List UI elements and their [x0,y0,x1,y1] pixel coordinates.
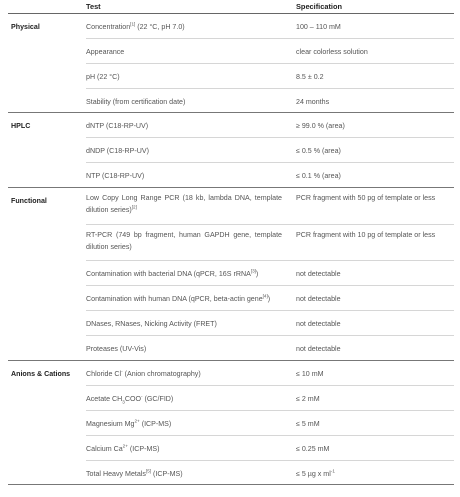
test-cell [86,418,282,430]
specification-cell [296,46,446,58]
specification-value: ≥ 99.0 % (area) [296,122,345,130]
test-method: (GC/FID) [142,395,174,403]
specification-cell [296,120,446,132]
specification-value: ≤ 0.25 mM [296,445,330,453]
specification-value: not detectable [296,320,341,328]
table-row [0,411,460,436]
test-cell [86,343,282,355]
specification-value: clear colorless solution [296,48,368,56]
test-name: Low Copy Long Range PCR (18 kb, lambda DNA, template dilution series) [86,194,282,214]
test-cell [86,96,282,108]
test-cell [86,293,282,305]
test-method: (22 °C, pH 7.0) [135,23,185,31]
test-name: dNTP (C18-RP-UV) [86,122,149,130]
test-method: (ICP-MS) [127,445,160,453]
specification-value: ≤ 5 µg x ml [296,470,331,478]
specification-cell [296,229,446,241]
specification-cell [296,393,446,405]
test-superscript: 2+ [122,443,128,449]
specification-value: 8.5 ± 0.2 [296,73,324,81]
test-superscript: [5] [145,468,152,474]
category-label: Functional [11,197,47,205]
table-row [0,14,460,39]
test-cell [86,170,282,182]
specification-cell [296,343,446,355]
test-cell [86,318,282,330]
specification-cell [296,71,446,83]
table-row [0,461,460,485]
specification-cell [296,170,446,182]
specification-value: ≤ 10 mM [296,370,324,378]
test-cell [86,46,282,58]
test-name: Contamination with human DNA (qPCR, beta-actin gene [86,295,263,303]
test-cell [86,393,282,405]
table-row [0,113,460,138]
specification-value: not detectable [296,295,341,303]
row-divider [8,484,454,485]
specification-value: ≤ 2 mM [296,395,320,403]
test-cell [86,468,282,480]
specification-cell [296,318,446,330]
test-name: pH (22 °C) [86,73,120,81]
table-row [0,138,460,163]
specification-value: not detectable [296,345,341,353]
table-row [0,261,460,286]
table-row [0,188,460,225]
test-cell [86,268,282,280]
table-row [0,386,460,411]
test-superscript: 2+ [134,418,140,424]
test-method: ) [255,270,259,278]
specification-cell [296,368,446,380]
test-name: Calcium Ca [86,445,123,453]
table-row [0,311,460,336]
test-name: RT-PCR (749 bp fragment, human GAPDH gene, template dilution series) [86,231,282,251]
test-superscript: [4] [262,293,268,299]
test-cell [86,145,282,157]
table-row [0,163,460,188]
test-cell [86,120,282,132]
specification-cell [296,145,446,157]
table-row [0,39,460,64]
test-name: DNases, RNases, Nicking Activity (FRET) [86,320,217,328]
specification-cell [296,21,446,33]
test-cell [86,21,282,33]
specification-value: PCR fragment with 10 pg of template or less [296,231,436,239]
table-row [0,286,460,311]
specification-column-header: Specification [296,2,342,11]
specification-value: 100 – 110 mM [296,23,341,31]
test-name: dNDP (C18-RP-UV) [86,147,149,155]
specification-value: ≤ 0.5 % (area) [296,147,341,155]
specification-cell [296,96,446,108]
test-name: Stability (from certification date) [86,98,186,106]
test-method: (Anion chromatography) [122,370,201,378]
test-name: Acetate CH [86,395,123,403]
table-row [0,64,460,89]
test-cell [86,192,282,216]
specification-value: ≤ 5 mM [296,420,320,428]
specification-cell [296,418,446,430]
category-label: HPLC [11,122,31,130]
specification-value: 24 months [296,98,330,106]
test-superscript: [2] [131,204,137,210]
test-method: (ICP-MS) [139,420,172,428]
specification-superscript: -1 [330,468,335,474]
specification-value: ≤ 0.1 % (area) [296,172,341,180]
test-name-continued: COO [124,395,142,403]
specification-value: PCR fragment with 50 pg of template or less [296,194,436,202]
test-superscript: [1] [130,21,136,27]
category-label: Physical [11,23,40,31]
table-row [0,225,460,261]
specification-cell [296,443,446,455]
test-method: (ICP-MS) [151,470,183,478]
test-superscript: - [141,393,143,399]
test-name: Proteases (UV-Vis) [86,345,147,353]
test-cell [86,443,282,455]
test-name: Total Heavy Metals [86,470,146,478]
test-method: ) [267,295,271,303]
table-row [0,336,460,361]
specification-value: not detectable [296,270,341,278]
test-cell [86,368,282,380]
test-superscript: - [121,368,123,374]
specification-cell [296,468,446,480]
test-superscript: [3] [250,268,256,274]
table-row [0,89,460,113]
category-label: Anions & Cations [11,370,71,378]
specification-cell [296,268,446,280]
test-name: Magnesium Mg [86,420,135,428]
test-cell [86,71,282,83]
test-cell [86,229,282,253]
test-name: NTP (C18-RP-UV) [86,172,145,180]
test-column-header: Test [86,2,101,11]
table-row [0,436,460,461]
test-name: Concentration [86,23,131,31]
test-name: Contamination with bacterial DNA (qPCR, 16S rRNA [86,270,251,278]
test-name: Chloride Cl [86,370,122,378]
test-name: Appearance [86,48,125,56]
test-subscript: 3 [122,399,125,405]
specification-cell [296,293,446,305]
table-header [0,0,460,13]
table-row [0,361,460,386]
specification-cell [296,192,446,204]
